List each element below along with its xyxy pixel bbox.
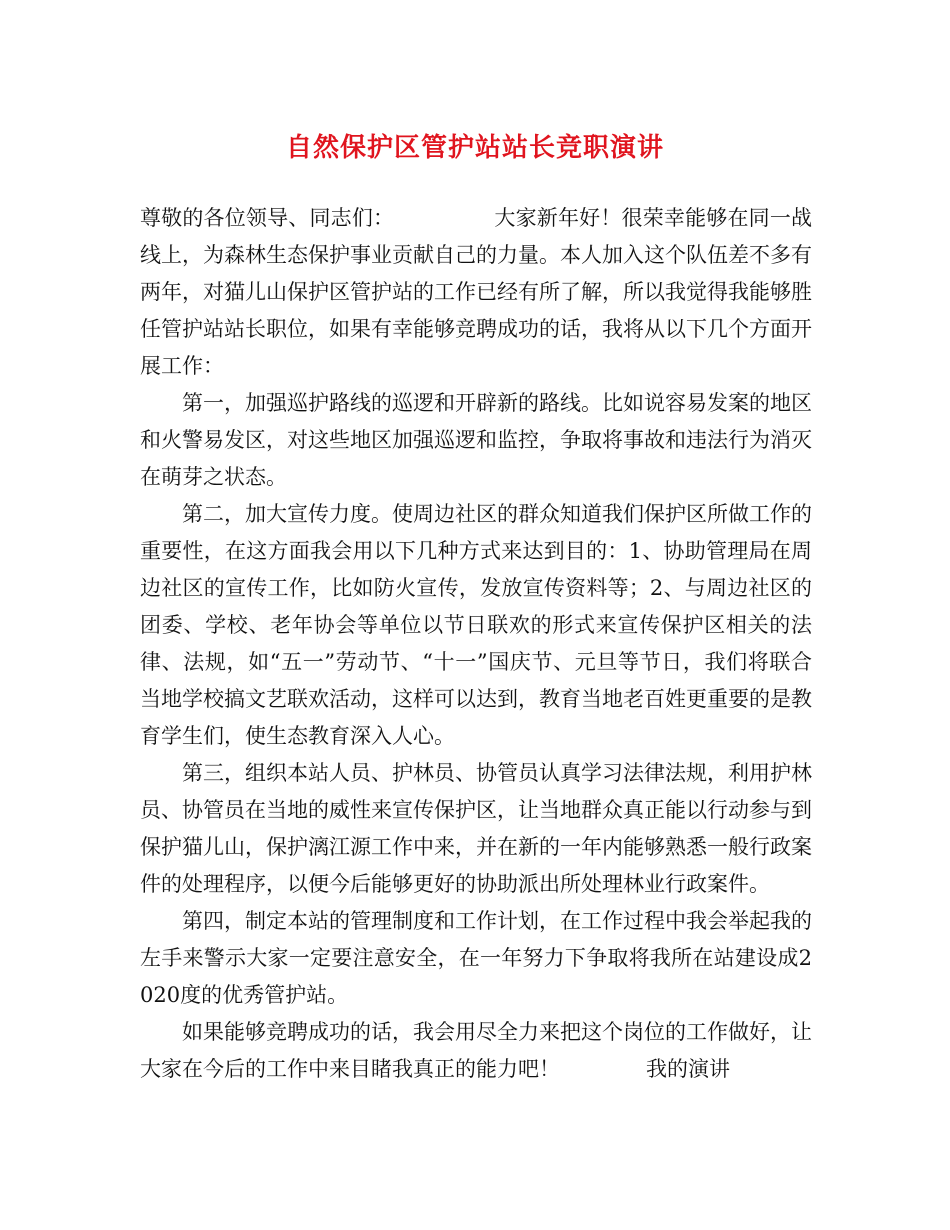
salutation: 尊敬的各位领导、同志们： [140, 206, 395, 230]
closing-tail: 我的演讲 [646, 1057, 730, 1081]
intro-paragraph [140, 200, 812, 385]
paragraph-first-point: 第一，加强巡护路线的巡逻和开辟新的路线。比如说容易发案的地区和火警易发区，对这些地区加强巡逻和监控，争取将事故和违法行为消灭在萌芽之状态。 [140, 391, 812, 489]
closing-paragraph [140, 1014, 812, 1088]
paragraph-second-point: 第二，加大宣传力度。使周边社区的群众知道我们保护区所做工作的重要性，在这方面我会用以下几种方式来达到目的：1、协助管理局在周边社区的宣传工作，比如防火宣传，发放宣传资料等；2、与周边社区的团委、学校、老年协会等单位以节日联欢的形式来宣传保护区相关的法律、法规，如“五一”劳动节、“十一”国庆节、元旦等节日，我们将联合当地学校搞文艺联欢活动，这样可以达到，教育当地老百姓更重要的是教育学生们，使生态教育深入人心。 [140, 502, 812, 748]
document-title: 自然保护区管护站站长竞职演讲 [285, 133, 664, 163]
closing-text: 如果能够竞聘成功的话，我会用尽全力来把这个岗位的工作做好，让大家在今后的工作中来目睹我真正的能力吧！ [140, 1020, 812, 1081]
intro-text: 大家新年好！很荣幸能够在同一战线上，为森林生态保护事业贡献自己的力量。本人加入这个队伍差不多有两年，对猫儿山保护区管护站的工作已经有所了解，所以我觉得我能够胜任管护站站长职位，如果有幸能够竞聘成功的话，我将从以下几个方面开展工作： [140, 206, 813, 378]
document-body [140, 200, 812, 1088]
paragraph-fourth-point: 第四，制定本站的管理制度和工作计划，在工作过程中我会举起我的左手来警示大家一定要注意安全，在一年努力下争取将我所在站建设成2020度的优秀管护站。 [140, 909, 812, 1007]
paragraph-third-point: 第三，组织本站人员、护林员、协管员认真学习法律法规，利用护林员、协管员在当地的威性来宣传保护区，让当地群众真正能以行动参与到保护猫儿山，保护漓江源工作中来，并在新的一年内能够熟悉一般行政案件的处理程序，以便今后能够更好的协助派出所处理林业行政案件。 [140, 761, 812, 896]
